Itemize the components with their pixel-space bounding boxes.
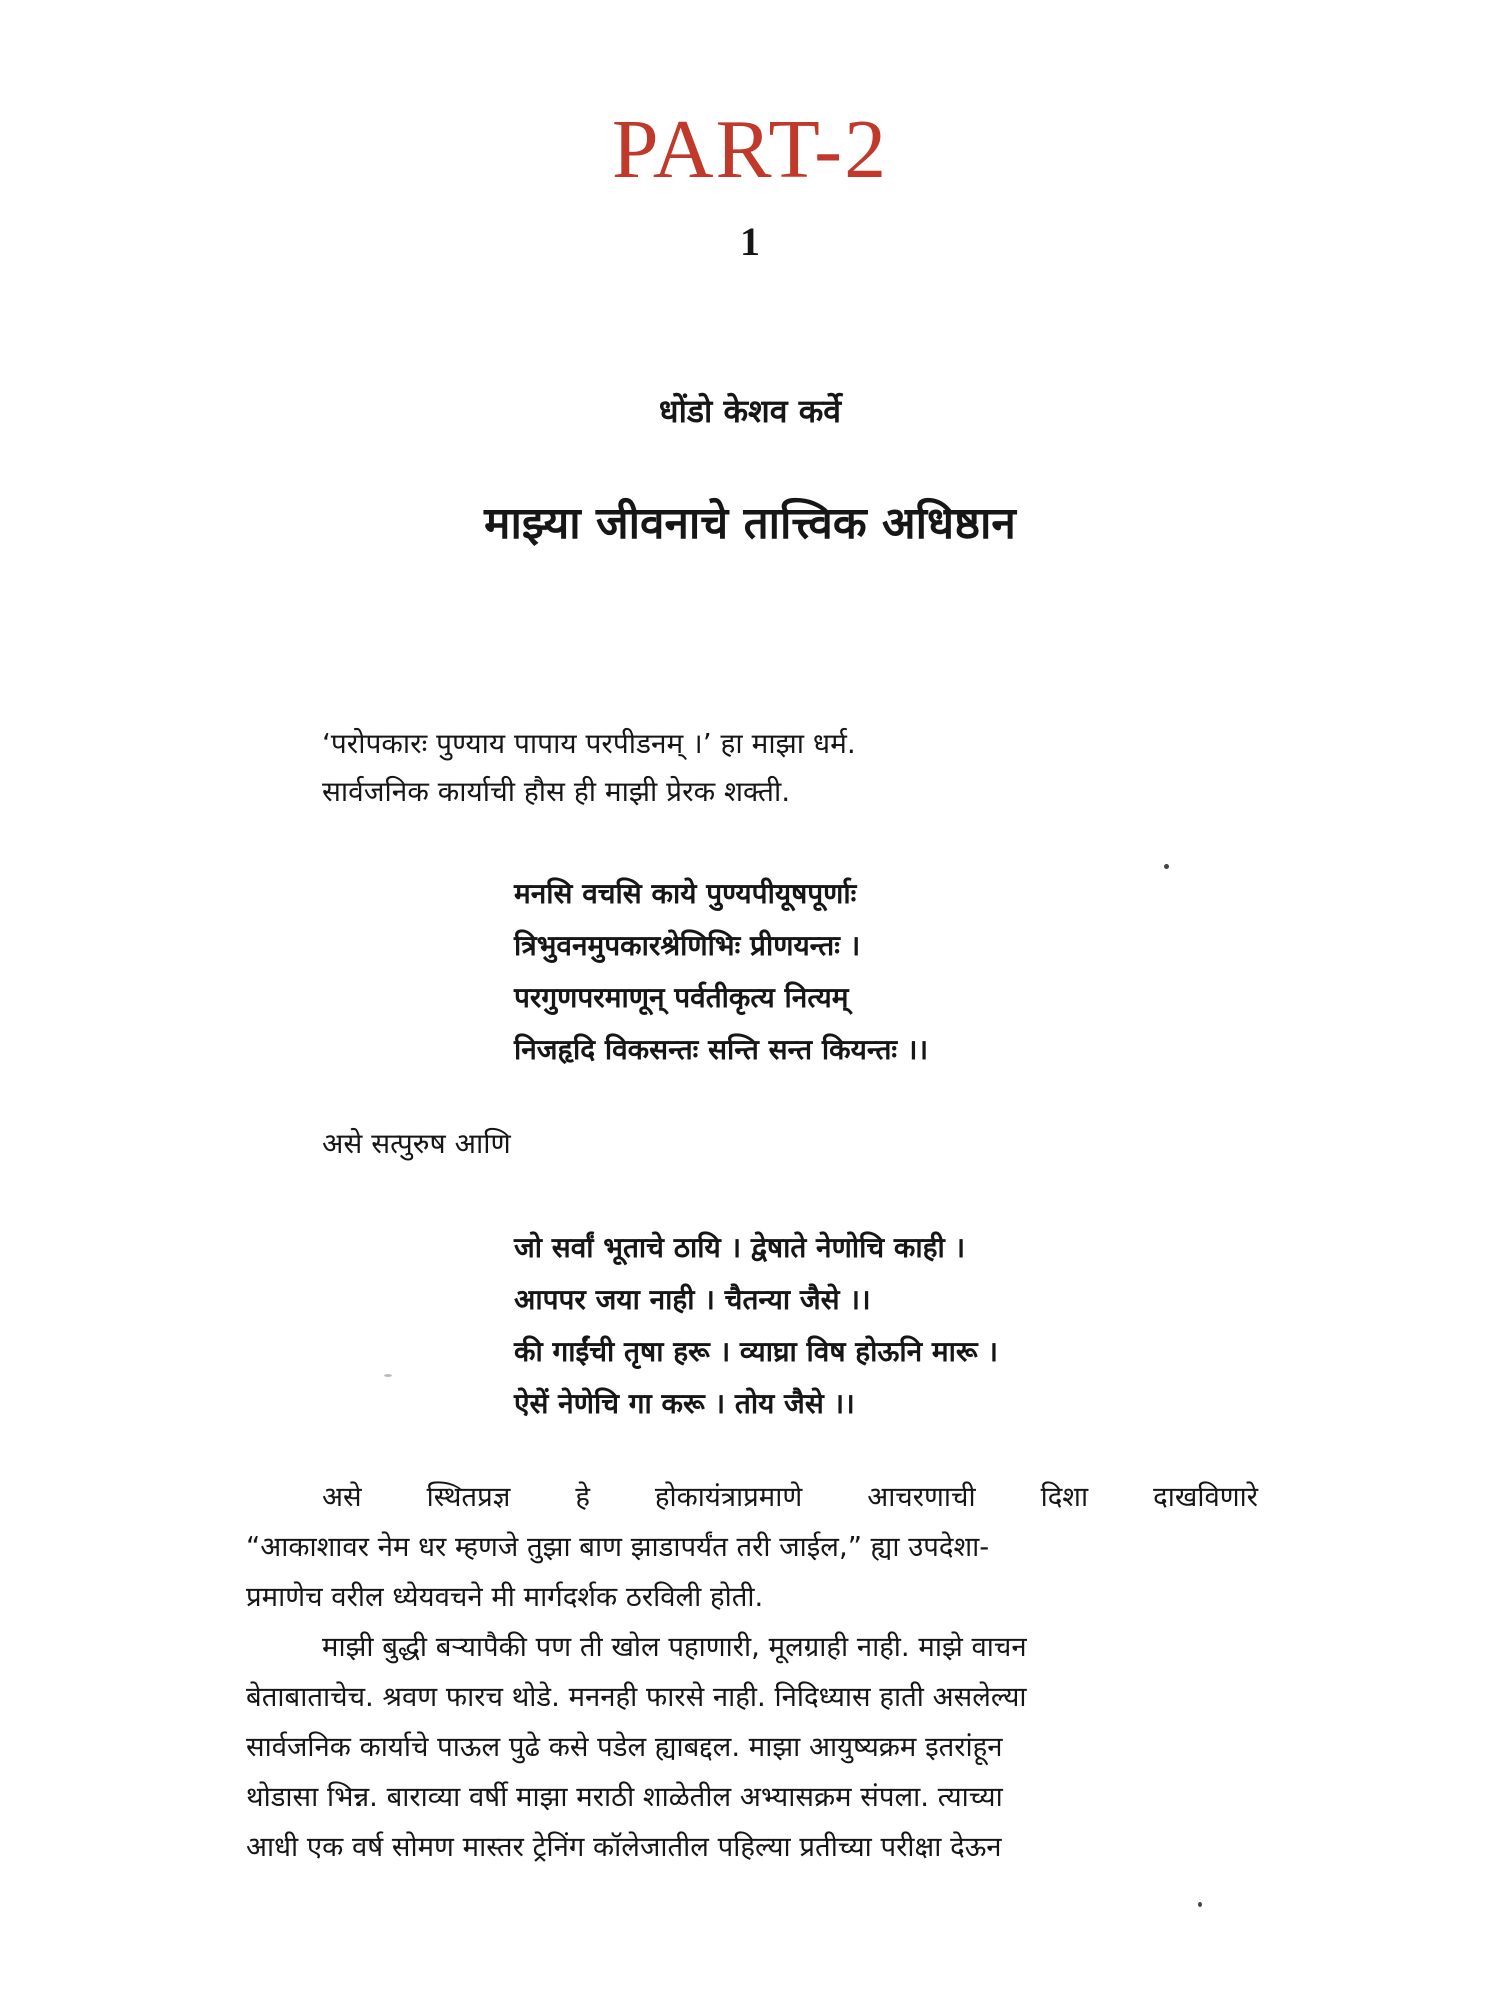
paragraph-line: सार्वजनिक कार्याचे पाऊल पुढे कसे पडेल ह्याबद्दल. माझा आयुष्यक्रम इतरांहून — [246, 1731, 1003, 1763]
marathi-verse — [514, 1222, 1314, 1430]
verse-line: की गाईंची तृषा हरू । व्याघ्रा विष होऊनि मारू । — [514, 1335, 999, 1368]
paragraph-line: प्रमाणेच वरील ध्येयवचने मी मार्गदर्शक ठरविली होती. — [246, 1581, 764, 1613]
motto-block — [322, 720, 1322, 816]
verse-line: निजहृदि विकसन्तः सन्ति सन्त कियन्तः ।। — [514, 1033, 929, 1066]
verse-line: त्रिभुवनमुपकारश्रेणिभिः प्रीणयन्तः । — [514, 929, 861, 962]
intro-line: असे सत्पुरुष आणि — [322, 1127, 511, 1160]
scan-speck — [1198, 1902, 1202, 1907]
paragraph-line: माझी बुद्धी बऱ्यापैकी पण ती खोल पहाणारी, मूलग्राही नाही. माझे वाचन — [322, 1631, 1027, 1663]
author-name: धोंडो केशव कर्वे — [658, 392, 842, 430]
paragraph-1 — [246, 1472, 1258, 1622]
motto-line: सार्वजनिक कार्याची हौस ही माझी प्रेरक शक्ती. — [322, 775, 791, 808]
sanskrit-verse — [514, 868, 1314, 1076]
paragraph-line: असे स्थितप्रज्ञ हे होकायंत्राप्रमाणे आचरणाची दिशा दाखविणारे — [322, 1481, 1258, 1513]
chapter-title: माझ्या जीवनाचे तात्त्विक अधिष्ठान — [484, 498, 1016, 549]
motto-line: ‘परोपकारः पुण्याय पापाय परपीडनम् ।’ हा माझा धर्म. — [322, 727, 856, 760]
verse-line: परगुणपरमाणून् पर्वतीकृत्य नित्यम् — [514, 981, 849, 1014]
part-title: PART-2 — [611, 103, 889, 196]
paragraph-line: “आकाशावर नेम धर म्हणजे तुझा बाण झाडापर्यंत तरी जाईल,” ह्या उपदेशा- — [246, 1531, 990, 1563]
paragraph-line: थोडासा भिन्न. बाराव्या वर्षी माझा मराठी शाळेतील अभ्यासक्रम संपला. त्याच्या — [246, 1781, 1003, 1813]
paragraph-2 — [246, 1622, 1258, 1872]
verse-line: ऐसें नेणेचि गा करू । तोय जैसे ।। — [514, 1387, 855, 1420]
verse-line: आपपर जया नाही । चैतन्या जैसे ।। — [514, 1283, 871, 1316]
verse-line: जो सर्वां भूताचे ठायि । द्वेषाते नेणोचि काही । — [514, 1231, 966, 1264]
verse-line: मनसि वचसि काये पुण्यपीयूषपूर्णाः — [514, 877, 857, 910]
scan-speck — [384, 1374, 392, 1377]
paragraph-line: आधी एक वर्ष सोमण मास्तर ट्रेनिंग कॉलेजातील पहिल्या प्रतीच्या परीक्षा देऊन — [246, 1831, 1002, 1863]
chapter-number: 1 — [740, 219, 760, 264]
scan-speck — [1164, 864, 1169, 869]
paragraph-line: बेताबाताचेच. श्रवण फारच थोडे. मननही फारसे नाही. निदिध्यास हाती असलेल्या — [246, 1681, 1027, 1713]
